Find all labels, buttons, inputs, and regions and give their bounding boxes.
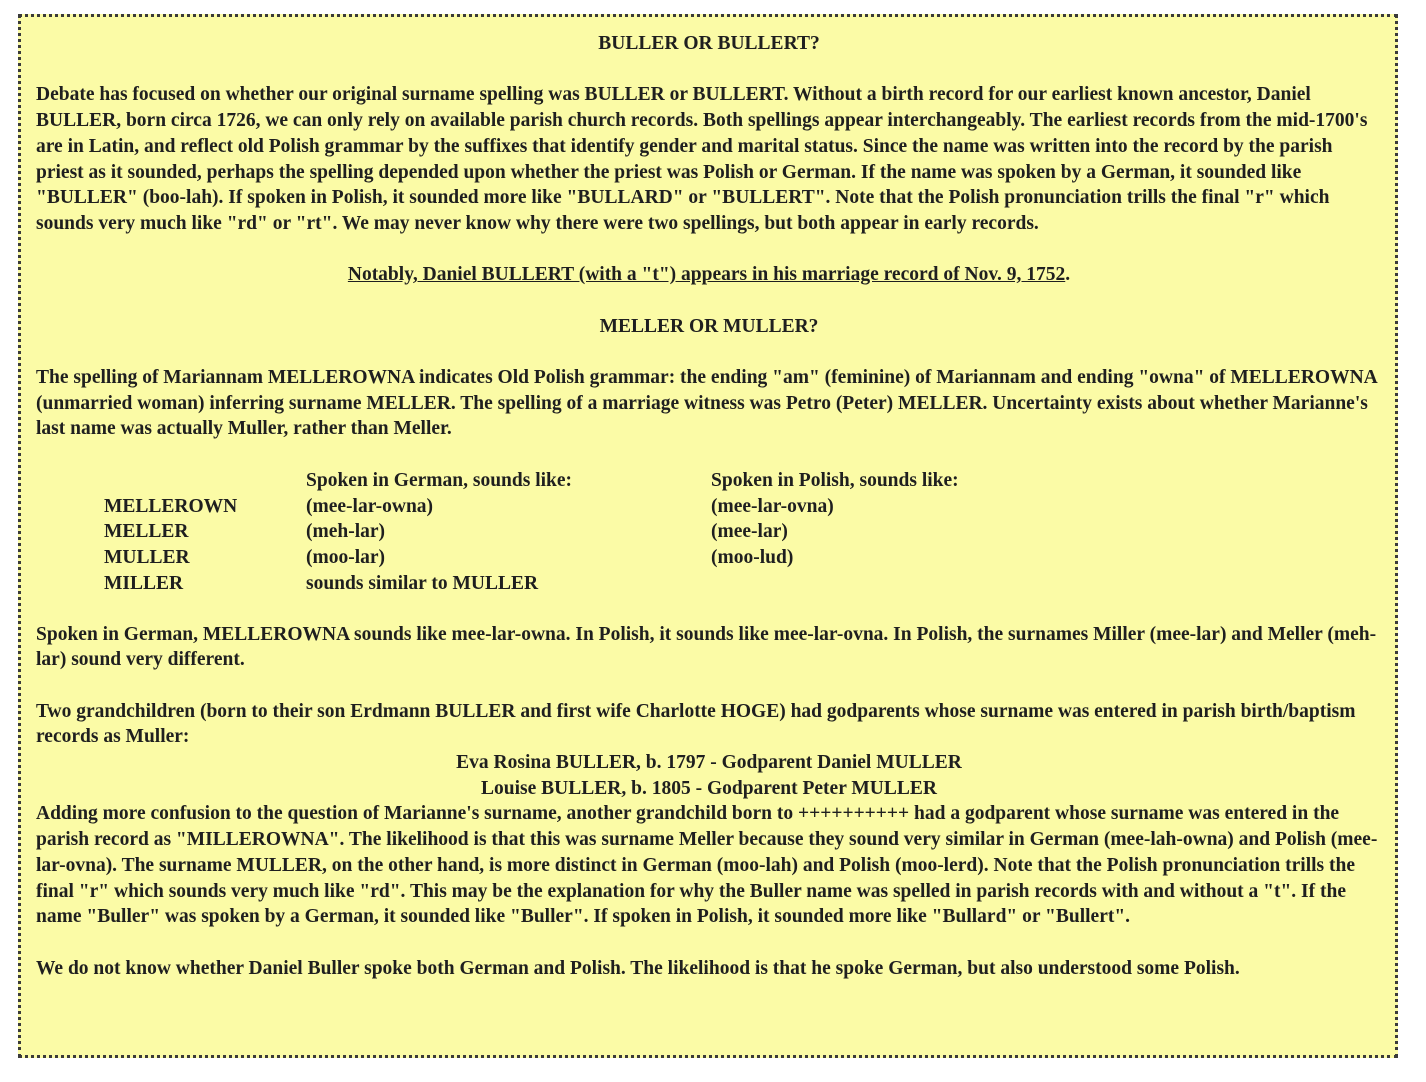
paragraph-spoken-in-german: Spoken in German, MELLEROWNA sounds like mee-lar-owna. In Polish, it sounds like mee-lar-ovna. In Polish, the surnames Miller (mee-lar) and Meller (meh-lar) sound very different.	[36, 623, 1377, 671]
row-german: (mee-lar-owna)	[306, 495, 434, 517]
godparent-entry: Louise BULLER, b. 1805 - Godparent Peter MULLER	[481, 777, 937, 799]
pronunciation-table	[36, 468, 1382, 596]
notable-line	[36, 262, 1382, 288]
header-polish: Spoken in Polish, sounds like:	[711, 469, 959, 491]
godparent-entry: Eva Rosina BULLER, b. 1797 - Godparent Daniel MULLER	[456, 752, 962, 774]
row-name: MELLER	[104, 521, 189, 543]
row-polish: (mee-lar-ovna)	[711, 495, 834, 517]
paragraph-millerowna: Adding more confusion to the question of Marianne's surname, another grandchild born to ++++++++++ had a godparent whose surname was entered in the parish record as "MILLEROWNA". The likelihood is that this was surname Meller because they sound very similar in German (mee-lah-owna) and Polish (mee-lar-ovna). The surname MULLER, on the other hand, is more distinct in German (moo-lah) and Polish (moo-lerd). Note that the Polish pronunciation trills the final "r" which sounds very much like "rd". This may be the explanation for why the Buller name was spelled in parish records with and without a "t". If the name "Buller" was spoken by a German, it sounded like "Buller". If spoken in Polish, it sounded more like "Bullard" or "Bullert".	[36, 803, 1378, 928]
heading-buller-or-bullert: BULLER OR BULLERT?	[598, 33, 820, 54]
row-german: (moo-lar)	[306, 546, 386, 568]
paragraph-mellerowna-grammar: The spelling of Mariannam MELLEROWNA indicates Old Polish grammar: the ending "am" (feminine) of Mariannam and ending "owna" of MELLEROWNA (unmarried woman) inferring surname MELLER. The spelling of a marriage witness was Petro (Peter) MELLER. Uncertainty exists about whether Marianne's last name was actually Muller, rather than Meller.	[36, 367, 1377, 440]
row-name: MILLER	[104, 572, 184, 594]
heading-meller-or-muller: MELLER OR MULLER?	[599, 315, 819, 337]
paragraph-daniel-language: We do not know whether Daniel Buller spoke both German and Polish. The likelihood is that he spoke German, but also understood some Polish.	[36, 957, 1240, 979]
row-german: (meh-lar)	[306, 521, 386, 543]
row-polish: (moo-lud)	[711, 546, 794, 568]
row-polish: (mee-lar)	[711, 521, 788, 543]
row-name: MULLER	[104, 546, 190, 568]
row-name: MELLEROWN	[104, 495, 238, 517]
header-german: Spoken in German, sounds like:	[306, 469, 573, 491]
paragraph-surname-debate: Debate has focused on whether our original surname spelling was BULLER or BULLERT. Without a birth record for our earliest known ancestor, Daniel BULLER, born circa 1726, we can only rely on available parish church records. Both spellings appear interchangeably. The earliest records from the mid-1700's are in Latin, and reflect old Polish grammar by the suffixes that identify gender and marital status. Since the name was written into the record by the parish priest as it sounded, perhaps the spelling depended upon whether the priest was Polish or German. If the name was spoken by a German, it sounded like "BULLER" (boo-lah). If spoken in Polish, it sounded more like "BULLARD" or "BULLERT". Note that the Polish pronunciation trills the final "r" which sounds very much like "rd" or "rt". We may never know why there were two spellings, but both appear in early records.	[36, 84, 1368, 234]
document-panel	[18, 14, 1398, 1058]
notable-period: .	[1065, 264, 1071, 286]
row-german: sounds similar to MULLER	[306, 572, 539, 594]
paragraph-grandchildren: Two grandchildren (born to their son Erdmann BULLER and first wife Charlotte HOGE) had godparents whose surname was entered in parish birth/baptism records as Muller:	[36, 700, 1356, 748]
document-content	[36, 31, 1382, 981]
notable-marriage-record: Notably, Daniel BULLERT (with a "t") appears in his marriage record of Nov. 9, 1752	[347, 264, 1066, 286]
